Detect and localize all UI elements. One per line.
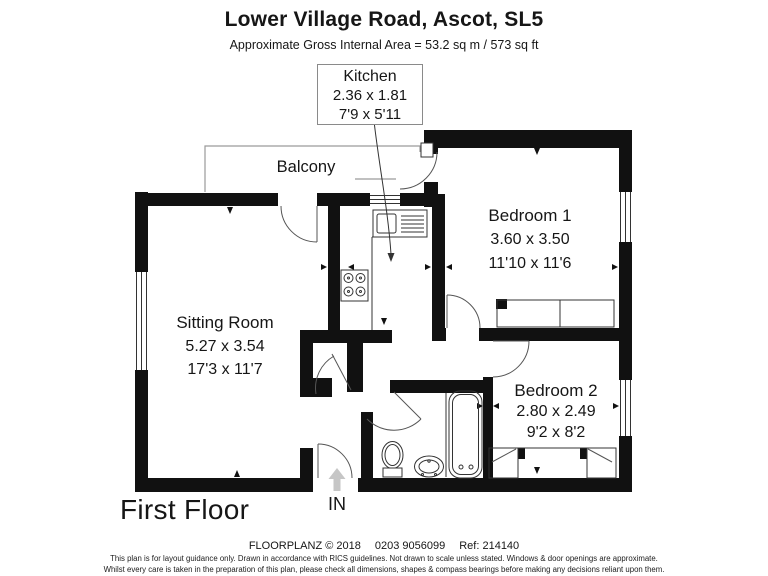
room-imperial-sitting-room: 17'3 x 11'7 bbox=[187, 361, 263, 378]
entrance-arrow-icon bbox=[329, 468, 346, 491]
footer-ref: Ref: 214140 bbox=[459, 540, 520, 552]
footer-brand-line bbox=[242, 540, 526, 552]
kitchen-leader-line bbox=[374, 121, 395, 262]
room-metric-sitting-room: 5.27 x 3.54 bbox=[185, 338, 265, 355]
footer-brand: FLOORPLANZ © 2018 bbox=[248, 540, 361, 552]
kitchen-sink bbox=[373, 210, 427, 237]
bathroom-door-arc bbox=[367, 419, 421, 430]
kitchen-label-box bbox=[317, 64, 423, 125]
footer-phone: 0203 9056099 bbox=[374, 540, 446, 552]
entrance-label: IN bbox=[328, 494, 346, 514]
footer-disclaimer-1: This plan is for layout guidance only. Drawn in accordance with RICS guidelines. Not drawn to scale unless stated. Windows & door openings are approximate. bbox=[110, 554, 658, 563]
room-name-balcony: Balcony bbox=[276, 158, 336, 176]
bedroom2-closets bbox=[489, 448, 616, 478]
bathroom-door-leaf bbox=[394, 392, 421, 419]
floor-label: First Floor bbox=[120, 494, 250, 525]
footer-disclaimer-2: Whilst every care is taken in the preparation of this plan, please check all dimensions, shapes & compass bearings before making any decisions reliant upon them. bbox=[103, 565, 665, 574]
closet-door-line bbox=[492, 449, 516, 462]
bedroom2-door-arc bbox=[493, 341, 529, 377]
room-imperial-bedroom2: 9'2 x 8'2 bbox=[526, 424, 586, 441]
room-metric-bedroom2: 2.80 x 2.49 bbox=[516, 403, 596, 420]
room-name-bedroom1: Bedroom 1 bbox=[488, 206, 572, 225]
gross-internal-area: Approximate Gross Internal Area = 53.2 sq m / 573 sq ft bbox=[229, 38, 539, 52]
closet-door-line bbox=[588, 449, 612, 462]
bedroom1-wardrobe bbox=[497, 300, 614, 327]
room-name-bedroom2: Bedroom 2 bbox=[514, 381, 598, 400]
room-name-kitchen: Kitchen bbox=[343, 68, 397, 85]
toilet bbox=[382, 442, 403, 478]
kitchen-hob bbox=[341, 270, 368, 301]
room-metric-bedroom1: 3.60 x 3.50 bbox=[490, 231, 570, 248]
bedroom1-label-block bbox=[488, 204, 571, 276]
room-metric-kitchen: 2.36 x 1.81 bbox=[332, 87, 408, 104]
room-imperial-kitchen: 7'9 x 5'11 bbox=[338, 106, 402, 123]
room-imperial-bedroom1: 11'10 x 11'6 bbox=[488, 255, 572, 272]
page-title: Lower Village Road, Ascot, SL5 bbox=[224, 8, 544, 31]
balcony-door-arc bbox=[281, 206, 317, 242]
kitchen-counter-line bbox=[372, 237, 427, 330]
room-name-sitting-room: Sitting Room bbox=[176, 313, 274, 332]
basin bbox=[415, 456, 444, 477]
bedroom1-door-arc bbox=[447, 295, 480, 328]
sitting-room-label-block bbox=[176, 311, 273, 381]
bedroom2-label-block bbox=[514, 380, 597, 443]
